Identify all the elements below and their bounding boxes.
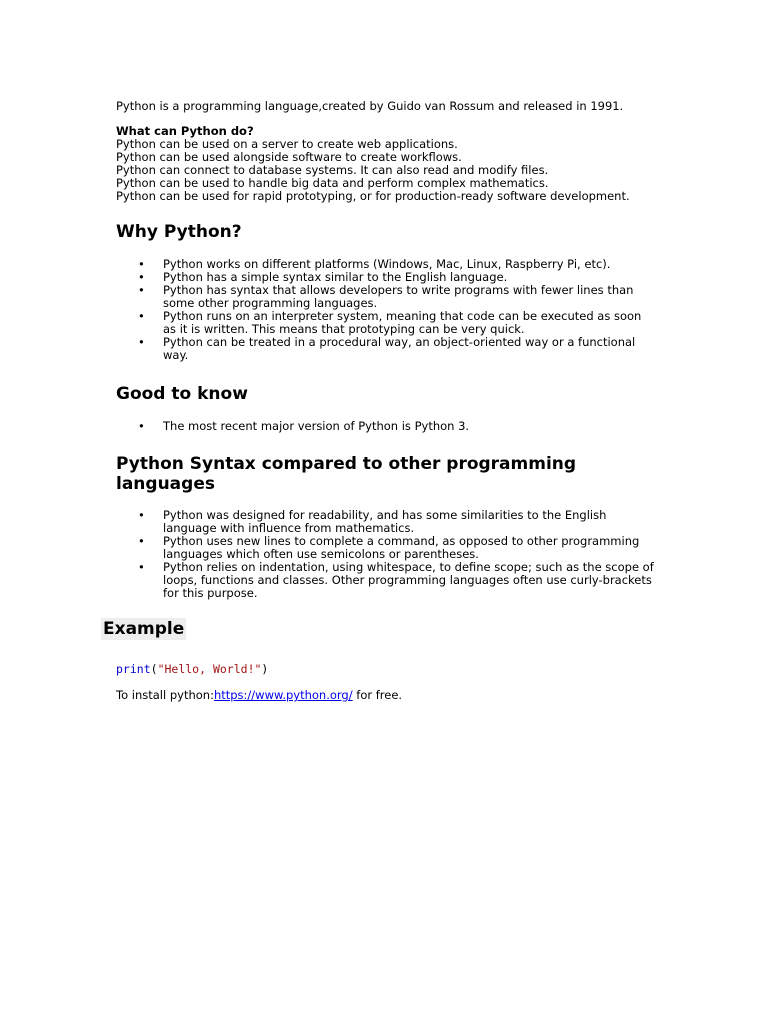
- list-item-text: Python uses new lines to complete a command, as opposed to other programming languages which often use semicolons or parentheses.: [163, 534, 640, 561]
- install-suffix: for free.: [352, 688, 403, 702]
- why-python-list: [116, 258, 656, 362]
- list-item: [138, 335, 656, 362]
- list-item: [138, 309, 656, 336]
- list-item: [138, 419, 656, 433]
- document-body: [116, 100, 656, 600]
- code-paren-open: (: [150, 662, 158, 676]
- good-to-know-heading: Good to know: [116, 384, 248, 404]
- bullet-icon: •: [138, 270, 145, 284]
- list-item-text: The most recent major version of Python is Python 3.: [163, 419, 470, 433]
- list-item-text: Python was designed for readability, and has some similarities to the English language with influence from mathematics.: [163, 508, 607, 535]
- list-item-text: Python works on different platforms (Windows, Mac, Linux, Raspberry Pi, etc).: [163, 257, 611, 271]
- bullet-icon: •: [138, 560, 145, 574]
- what-can-line: Python can be used on a server to create web applications.: [116, 137, 458, 151]
- code-example: [116, 662, 268, 676]
- list-item-text: Python has syntax that allows developers to write programs with fewer lines than some other programming languages.: [163, 283, 634, 310]
- example-heading: Example: [103, 619, 185, 639]
- bullet-icon: •: [138, 419, 145, 433]
- code-function: print: [116, 662, 151, 676]
- bullet-icon: •: [138, 335, 145, 349]
- list-item-text: Python has a simple syntax similar to the English language.: [163, 270, 508, 284]
- list-item: [138, 534, 656, 561]
- what-can-line: Python can connect to database systems. It can also read and modify files.: [116, 163, 549, 177]
- bullet-icon: •: [138, 309, 145, 323]
- intro-sentence: Python is a programming language,created by Guido van Rossum and released in 1991.: [116, 99, 624, 113]
- install-prefix: To install python:: [116, 688, 214, 702]
- list-item-text: Python relies on indentation, using whitespace, to define scope; such as the scope of loops, functions and classes. Other programming languages often use curly-brackets for this purpose.: [163, 560, 654, 600]
- syntax-list: [116, 509, 656, 600]
- list-item-text: Python can be treated in a procedural way, an object-oriented way or a functional way.: [163, 335, 636, 362]
- what-can-line: Python can be used to handle big data and perform complex mathematics.: [116, 176, 549, 190]
- what-can-line: Python can be used alongside software to create workflows.: [116, 150, 462, 164]
- code-paren-close: ): [261, 662, 269, 676]
- what-can-line: Python can be used for rapid prototyping, or for production-ready software development.: [116, 189, 630, 203]
- good-to-know-list: [116, 420, 656, 433]
- install-line: [116, 688, 402, 702]
- list-item: [138, 508, 656, 535]
- syntax-heading: Python Syntax compared to other programming languages: [116, 454, 577, 494]
- list-item: [138, 560, 656, 600]
- code-string: "Hello, World!": [157, 662, 262, 676]
- bullet-icon: •: [138, 534, 145, 548]
- why-python-heading: Why Python?: [116, 222, 242, 242]
- list-item: [138, 283, 656, 310]
- what-can-heading: What can Python do?: [116, 124, 254, 138]
- bullet-icon: •: [138, 257, 145, 271]
- bullet-icon: •: [138, 508, 145, 522]
- list-item-text: Python runs on an interpreter system, meaning that code can be executed as soon as it is written. This means that prototyping can be very quick.: [163, 309, 642, 336]
- python-org-link[interactable]: https://www.python.org/: [213, 688, 353, 702]
- bullet-icon: •: [138, 283, 145, 297]
